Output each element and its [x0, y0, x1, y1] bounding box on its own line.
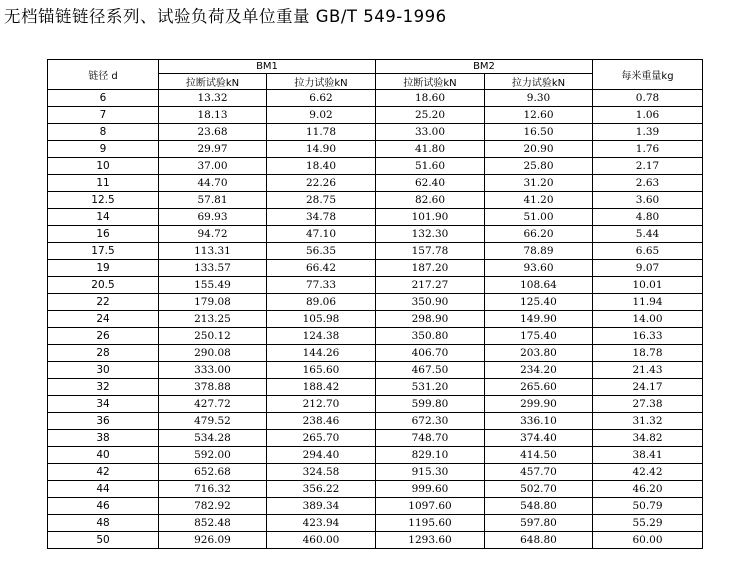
weight-cell: 6.65 — [593, 243, 703, 260]
weight-cell: 14.00 — [593, 311, 703, 328]
bm1-break-cell: 69.93 — [159, 209, 267, 226]
bm1-break-cell: 29.97 — [159, 141, 267, 158]
bm2-break-cell: 531.20 — [376, 379, 485, 396]
bm1-tensile-cell: 9.02 — [267, 107, 376, 124]
table-row — [48, 379, 703, 396]
bm1-tensile-cell: 188.42 — [267, 379, 376, 396]
table-row — [48, 328, 703, 345]
bm1-tensile-cell: 89.06 — [267, 294, 376, 311]
table-row — [48, 345, 703, 362]
bm1-tensile-cell: 238.46 — [267, 413, 376, 430]
bm1-tensile-cell: 124.38 — [267, 328, 376, 345]
weight-cell: 9.07 — [593, 260, 703, 277]
weight-cell: 3.60 — [593, 192, 703, 209]
bm1-break-cell: 13.32 — [159, 90, 267, 107]
table-row — [48, 515, 703, 532]
diameter-cell: 12.5 — [48, 192, 159, 209]
header-bm1-tensile-test: 拉力试验kN — [267, 74, 376, 90]
bm1-break-cell: 213.25 — [159, 311, 267, 328]
table-row — [48, 277, 703, 294]
table-row — [48, 532, 703, 549]
diameter-cell: 20.5 — [48, 277, 159, 294]
diameter-cell: 42 — [48, 464, 159, 481]
anchor-chain-spec-table — [47, 59, 703, 549]
bm2-tensile-cell: 414.50 — [485, 447, 593, 464]
bm2-break-cell: 1293.60 — [376, 532, 485, 549]
bm1-tensile-cell: 144.26 — [267, 345, 376, 362]
bm1-tensile-cell: 356.22 — [267, 481, 376, 498]
diameter-cell: 26 — [48, 328, 159, 345]
bm2-tensile-cell: 20.90 — [485, 141, 593, 158]
weight-cell: 60.00 — [593, 532, 703, 549]
bm2-tensile-cell: 648.80 — [485, 532, 593, 549]
bm2-break-cell: 1097.60 — [376, 498, 485, 515]
bm1-tensile-cell: 165.60 — [267, 362, 376, 379]
bm1-break-cell: 57.81 — [159, 192, 267, 209]
diameter-cell: 17.5 — [48, 243, 159, 260]
bm1-break-cell: 113.31 — [159, 243, 267, 260]
weight-cell: 24.17 — [593, 379, 703, 396]
weight-cell: 18.78 — [593, 345, 703, 362]
weight-cell: 1.76 — [593, 141, 703, 158]
diameter-cell: 28 — [48, 345, 159, 362]
weight-cell: 38.41 — [593, 447, 703, 464]
weight-cell: 2.17 — [593, 158, 703, 175]
bm1-break-cell: 333.00 — [159, 362, 267, 379]
bm2-break-cell: 18.60 — [376, 90, 485, 107]
diameter-cell: 46 — [48, 498, 159, 515]
bm2-break-cell: 187.20 — [376, 260, 485, 277]
weight-cell: 1.39 — [593, 124, 703, 141]
table-row — [48, 430, 703, 447]
diameter-cell: 44 — [48, 481, 159, 498]
table-body — [48, 90, 703, 549]
header-bm1-break-test: 拉断试验kN — [159, 74, 267, 90]
bm2-break-cell: 748.70 — [376, 430, 485, 447]
bm2-break-cell: 51.60 — [376, 158, 485, 175]
bm1-break-cell: 852.48 — [159, 515, 267, 532]
bm1-tensile-cell: 47.10 — [267, 226, 376, 243]
bm2-break-cell: 350.80 — [376, 328, 485, 345]
bm2-break-cell: 298.90 — [376, 311, 485, 328]
table-row — [48, 498, 703, 515]
diameter-cell: 22 — [48, 294, 159, 311]
bm1-tensile-cell: 34.78 — [267, 209, 376, 226]
bm1-tensile-cell: 56.35 — [267, 243, 376, 260]
bm2-break-cell: 599.80 — [376, 396, 485, 413]
header-bm1: BM1 — [159, 60, 376, 74]
bm2-break-cell: 1195.60 — [376, 515, 485, 532]
bm1-tensile-cell: 105.98 — [267, 311, 376, 328]
bm2-tensile-cell: 31.20 — [485, 175, 593, 192]
bm2-tensile-cell: 149.90 — [485, 311, 593, 328]
bm1-tensile-cell: 28.75 — [267, 192, 376, 209]
bm2-tensile-cell: 78.89 — [485, 243, 593, 260]
bm2-break-cell: 217.27 — [376, 277, 485, 294]
bm2-break-cell: 62.40 — [376, 175, 485, 192]
bm1-tensile-cell: 18.40 — [267, 158, 376, 175]
diameter-cell: 7 — [48, 107, 159, 124]
diameter-cell: 9 — [48, 141, 159, 158]
bm1-tensile-cell: 423.94 — [267, 515, 376, 532]
bm1-tensile-cell: 212.70 — [267, 396, 376, 413]
bm1-tensile-cell: 66.42 — [267, 260, 376, 277]
table-row — [48, 396, 703, 413]
bm1-tensile-cell: 265.70 — [267, 430, 376, 447]
bm2-break-cell: 406.70 — [376, 345, 485, 362]
weight-cell: 4.80 — [593, 209, 703, 226]
diameter-cell: 34 — [48, 396, 159, 413]
diameter-cell: 16 — [48, 226, 159, 243]
bm1-break-cell: 479.52 — [159, 413, 267, 430]
table-row — [48, 226, 703, 243]
bm2-tensile-cell: 16.50 — [485, 124, 593, 141]
bm1-break-cell: 250.12 — [159, 328, 267, 345]
bm2-break-cell: 915.30 — [376, 464, 485, 481]
weight-cell: 11.94 — [593, 294, 703, 311]
diameter-cell: 30 — [48, 362, 159, 379]
bm1-break-cell: 155.49 — [159, 277, 267, 294]
bm1-break-cell: 290.08 — [159, 345, 267, 362]
bm2-tensile-cell: 457.70 — [485, 464, 593, 481]
bm2-tensile-cell: 25.80 — [485, 158, 593, 175]
bm2-break-cell: 33.00 — [376, 124, 485, 141]
bm2-tensile-cell: 203.80 — [485, 345, 593, 362]
table-row — [48, 362, 703, 379]
bm1-break-cell: 37.00 — [159, 158, 267, 175]
bm1-break-cell: 23.68 — [159, 124, 267, 141]
bm2-break-cell: 672.30 — [376, 413, 485, 430]
diameter-cell: 32 — [48, 379, 159, 396]
weight-cell: 27.38 — [593, 396, 703, 413]
document-title: 无档锚链链径系列、试验负荷及单位重量 GB/T 549-1996 — [4, 7, 447, 26]
weight-cell: 34.82 — [593, 430, 703, 447]
bm2-break-cell: 350.90 — [376, 294, 485, 311]
weight-cell: 1.06 — [593, 107, 703, 124]
bm2-tensile-cell: 374.40 — [485, 430, 593, 447]
weight-cell: 31.32 — [593, 413, 703, 430]
bm1-tensile-cell: 389.34 — [267, 498, 376, 515]
diameter-cell: 11 — [48, 175, 159, 192]
bm2-tensile-cell: 502.70 — [485, 481, 593, 498]
bm2-break-cell: 132.30 — [376, 226, 485, 243]
table-row — [48, 209, 703, 226]
weight-cell: 42.42 — [593, 464, 703, 481]
diameter-cell: 38 — [48, 430, 159, 447]
table-row — [48, 141, 703, 158]
bm1-break-cell: 534.28 — [159, 430, 267, 447]
table-row — [48, 260, 703, 277]
bm2-break-cell: 101.90 — [376, 209, 485, 226]
weight-cell: 0.78 — [593, 90, 703, 107]
bm1-tensile-cell: 22.26 — [267, 175, 376, 192]
table-row — [48, 311, 703, 328]
table-row — [48, 107, 703, 124]
bm2-tensile-cell: 548.80 — [485, 498, 593, 515]
diameter-cell: 10 — [48, 158, 159, 175]
diameter-cell: 50 — [48, 532, 159, 549]
bm2-break-cell: 999.60 — [376, 481, 485, 498]
weight-cell: 5.44 — [593, 226, 703, 243]
table-row — [48, 243, 703, 260]
header-bm2-tensile-test: 拉力试验kN — [485, 74, 593, 90]
bm2-break-cell: 25.20 — [376, 107, 485, 124]
bm1-tensile-cell: 6.62 — [267, 90, 376, 107]
bm2-tensile-cell: 299.90 — [485, 396, 593, 413]
table-row — [48, 158, 703, 175]
table-header — [48, 60, 703, 90]
diameter-cell: 24 — [48, 311, 159, 328]
bm2-break-cell: 41.80 — [376, 141, 485, 158]
bm2-break-cell: 157.78 — [376, 243, 485, 260]
bm1-tensile-cell: 324.58 — [267, 464, 376, 481]
weight-cell: 46.20 — [593, 481, 703, 498]
bm2-tensile-cell: 265.60 — [485, 379, 593, 396]
header-diameter: 链径 d — [48, 60, 159, 90]
bm1-break-cell: 94.72 — [159, 226, 267, 243]
weight-cell: 50.79 — [593, 498, 703, 515]
bm1-tensile-cell: 294.40 — [267, 447, 376, 464]
table-row — [48, 192, 703, 209]
weight-cell: 16.33 — [593, 328, 703, 345]
table-row — [48, 481, 703, 498]
bm1-break-cell: 133.57 — [159, 260, 267, 277]
table-row — [48, 90, 703, 107]
bm1-tensile-cell: 460.00 — [267, 532, 376, 549]
bm2-tensile-cell: 125.40 — [485, 294, 593, 311]
bm1-break-cell: 716.32 — [159, 481, 267, 498]
header-bm2-break-test: 拉断试验kN — [376, 74, 485, 90]
bm2-tensile-cell: 336.10 — [485, 413, 593, 430]
bm2-tensile-cell: 597.80 — [485, 515, 593, 532]
bm2-break-cell: 82.60 — [376, 192, 485, 209]
table-row — [48, 175, 703, 192]
bm1-break-cell: 926.09 — [159, 532, 267, 549]
bm2-tensile-cell: 66.20 — [485, 226, 593, 243]
diameter-cell: 8 — [48, 124, 159, 141]
header-weight: 每米重量kg — [593, 60, 703, 90]
bm2-tensile-cell: 51.00 — [485, 209, 593, 226]
bm2-tensile-cell: 41.20 — [485, 192, 593, 209]
table-row — [48, 124, 703, 141]
bm2-tensile-cell: 93.60 — [485, 260, 593, 277]
bm2-tensile-cell: 9.30 — [485, 90, 593, 107]
diameter-cell: 19 — [48, 260, 159, 277]
weight-cell: 21.43 — [593, 362, 703, 379]
weight-cell: 2.63 — [593, 175, 703, 192]
bm2-tensile-cell: 234.20 — [485, 362, 593, 379]
bm1-break-cell: 652.68 — [159, 464, 267, 481]
bm1-tensile-cell: 11.78 — [267, 124, 376, 141]
table-row — [48, 464, 703, 481]
bm1-break-cell: 782.92 — [159, 498, 267, 515]
bm1-break-cell: 378.88 — [159, 379, 267, 396]
bm2-break-cell: 467.50 — [376, 362, 485, 379]
bm2-tensile-cell: 108.64 — [485, 277, 593, 294]
bm2-tensile-cell: 175.40 — [485, 328, 593, 345]
diameter-cell: 14 — [48, 209, 159, 226]
table-row — [48, 294, 703, 311]
bm1-break-cell: 427.72 — [159, 396, 267, 413]
bm2-tensile-cell: 12.60 — [485, 107, 593, 124]
table-row — [48, 413, 703, 430]
bm2-break-cell: 829.10 — [376, 447, 485, 464]
bm1-break-cell: 18.13 — [159, 107, 267, 124]
table-row — [48, 447, 703, 464]
bm1-break-cell: 179.08 — [159, 294, 267, 311]
diameter-cell: 40 — [48, 447, 159, 464]
bm1-break-cell: 592.00 — [159, 447, 267, 464]
diameter-cell: 48 — [48, 515, 159, 532]
bm1-break-cell: 44.70 — [159, 175, 267, 192]
bm1-tensile-cell: 77.33 — [267, 277, 376, 294]
diameter-cell: 6 — [48, 90, 159, 107]
diameter-cell: 36 — [48, 413, 159, 430]
bm1-tensile-cell: 14.90 — [267, 141, 376, 158]
weight-cell: 55.29 — [593, 515, 703, 532]
weight-cell: 10.01 — [593, 277, 703, 294]
header-bm2: BM2 — [376, 60, 593, 74]
